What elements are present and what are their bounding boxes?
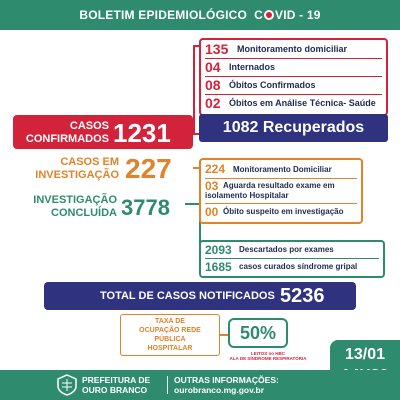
confirmed-box: [13, 115, 193, 149]
investigation-detail-row: [205, 161, 357, 179]
investigation-box: [13, 150, 193, 188]
detail-label: Internados: [229, 62, 276, 72]
detail-value: 03: [205, 179, 219, 193]
investigation-label: [13, 156, 119, 182]
date-label: 13/01: [344, 346, 386, 363]
occupancy-label-line3: PÚBLICA: [154, 336, 186, 343]
detail-label: Descartados por exames: [239, 245, 334, 254]
detail-label: Óbito suspeito em investigação: [223, 207, 344, 216]
title-covid-c: C: [254, 8, 264, 22]
total-value: 5236: [280, 285, 325, 307]
detail-value: 2093: [205, 243, 232, 257]
occupancy-value: 50%: [239, 323, 277, 343]
detail-label-line1: Aguarda resultado exame em: [223, 181, 335, 190]
city-crest-icon: [56, 374, 78, 396]
page-title: [0, 0, 400, 30]
detail-value: 08: [205, 77, 221, 93]
detail-label-line2: isolamento Hospitalar: [205, 191, 289, 200]
investigation-label-line2: INVESTIGAÇÃO: [35, 169, 119, 181]
detail-label: Óbitos Confirmados: [229, 80, 316, 90]
occupancy-label-line1: TAXA DE: [155, 318, 185, 325]
confirmed-label-line1: CASOS: [69, 120, 109, 132]
title-prefix: BOLETIM EPIDEMIOLÓGICO: [79, 8, 248, 22]
detail-label: Monitoramento domiciliar: [237, 44, 348, 54]
investigation-detail-row: [205, 179, 357, 204]
detail-value: 1685: [205, 260, 232, 274]
detail-label: Monitoramento Domiciliar: [233, 165, 332, 174]
investigation-value: 227: [125, 153, 172, 184]
concluded-detail-row: [205, 259, 379, 275]
investigation-details-card: [199, 158, 363, 224]
detail-value: 02: [205, 95, 221, 111]
detail-label: Óbitos em Análise Técnica- Saúde: [229, 98, 376, 108]
investigation-label-line1: CASOS EM: [60, 156, 119, 168]
concluded-details-card: [199, 240, 385, 278]
confirmed-details-card: [199, 38, 388, 116]
footer-info: [174, 375, 279, 395]
detail-value: 04: [205, 59, 221, 75]
title-covid-rest: VID - 19: [275, 8, 321, 22]
concluded-label-line1: INVESTIGAÇÃO: [33, 194, 117, 206]
footer-website-link[interactable]: ourobranco.mg.gov.br: [174, 385, 265, 395]
virus-icon: [264, 10, 274, 20]
total-label: TOTAL DE CASOS NOTIFICADOS: [100, 290, 275, 302]
total-cases-bar: [44, 282, 356, 310]
occupancy-value-box: [228, 318, 288, 348]
concluded-label-line2: CONCLUÍDA: [51, 207, 117, 219]
confirmed-detail-row: [205, 95, 382, 112]
confirmed-label-line2: CONFIRMADOS: [25, 133, 109, 145]
footer-org: [82, 375, 150, 395]
concluded-value: 3778: [121, 195, 170, 220]
footer-info-label: OUTRAS INFORMAÇÕES:: [174, 375, 279, 385]
confirmed-value: 1231: [113, 118, 171, 148]
confirmed-detail-row: [205, 41, 382, 59]
recovered-banner: 1082 Recuperados: [199, 114, 388, 142]
occupancy-label-box: [120, 314, 220, 356]
concluded-detail-row: [205, 242, 379, 259]
occupancy-note-line2: ALA DE SÍNDROME RESPIRATÓRIA: [229, 356, 307, 361]
detail-label: casos curados síndrome gripal: [239, 262, 358, 271]
concluded-label: [13, 194, 117, 220]
confirmed-detail-row: [205, 77, 382, 95]
detail-value: 135: [205, 41, 229, 57]
detail-value: 224: [205, 162, 226, 176]
confirmed-detail-row: [205, 59, 382, 77]
occupancy-label-line4: HOSPITALAR: [147, 345, 193, 352]
occupancy-label-line2: OCUPAÇÃO REDE: [139, 327, 201, 334]
footer-org-line2: OURO BRANCO: [82, 385, 148, 395]
footer-org-line1: PREFEITURA DE: [82, 375, 151, 385]
footer-bar: [0, 370, 400, 400]
confirmed-label: [13, 120, 109, 146]
concluded-box: [13, 190, 193, 226]
footer-divider: [167, 376, 168, 394]
occupancy-connector: [220, 334, 228, 336]
detail-value: 00: [205, 205, 219, 219]
occupancy-note: [224, 351, 312, 361]
occupancy-note-line1: LEITOS no HBC: [251, 351, 285, 356]
investigation-detail-row: [205, 204, 357, 220]
